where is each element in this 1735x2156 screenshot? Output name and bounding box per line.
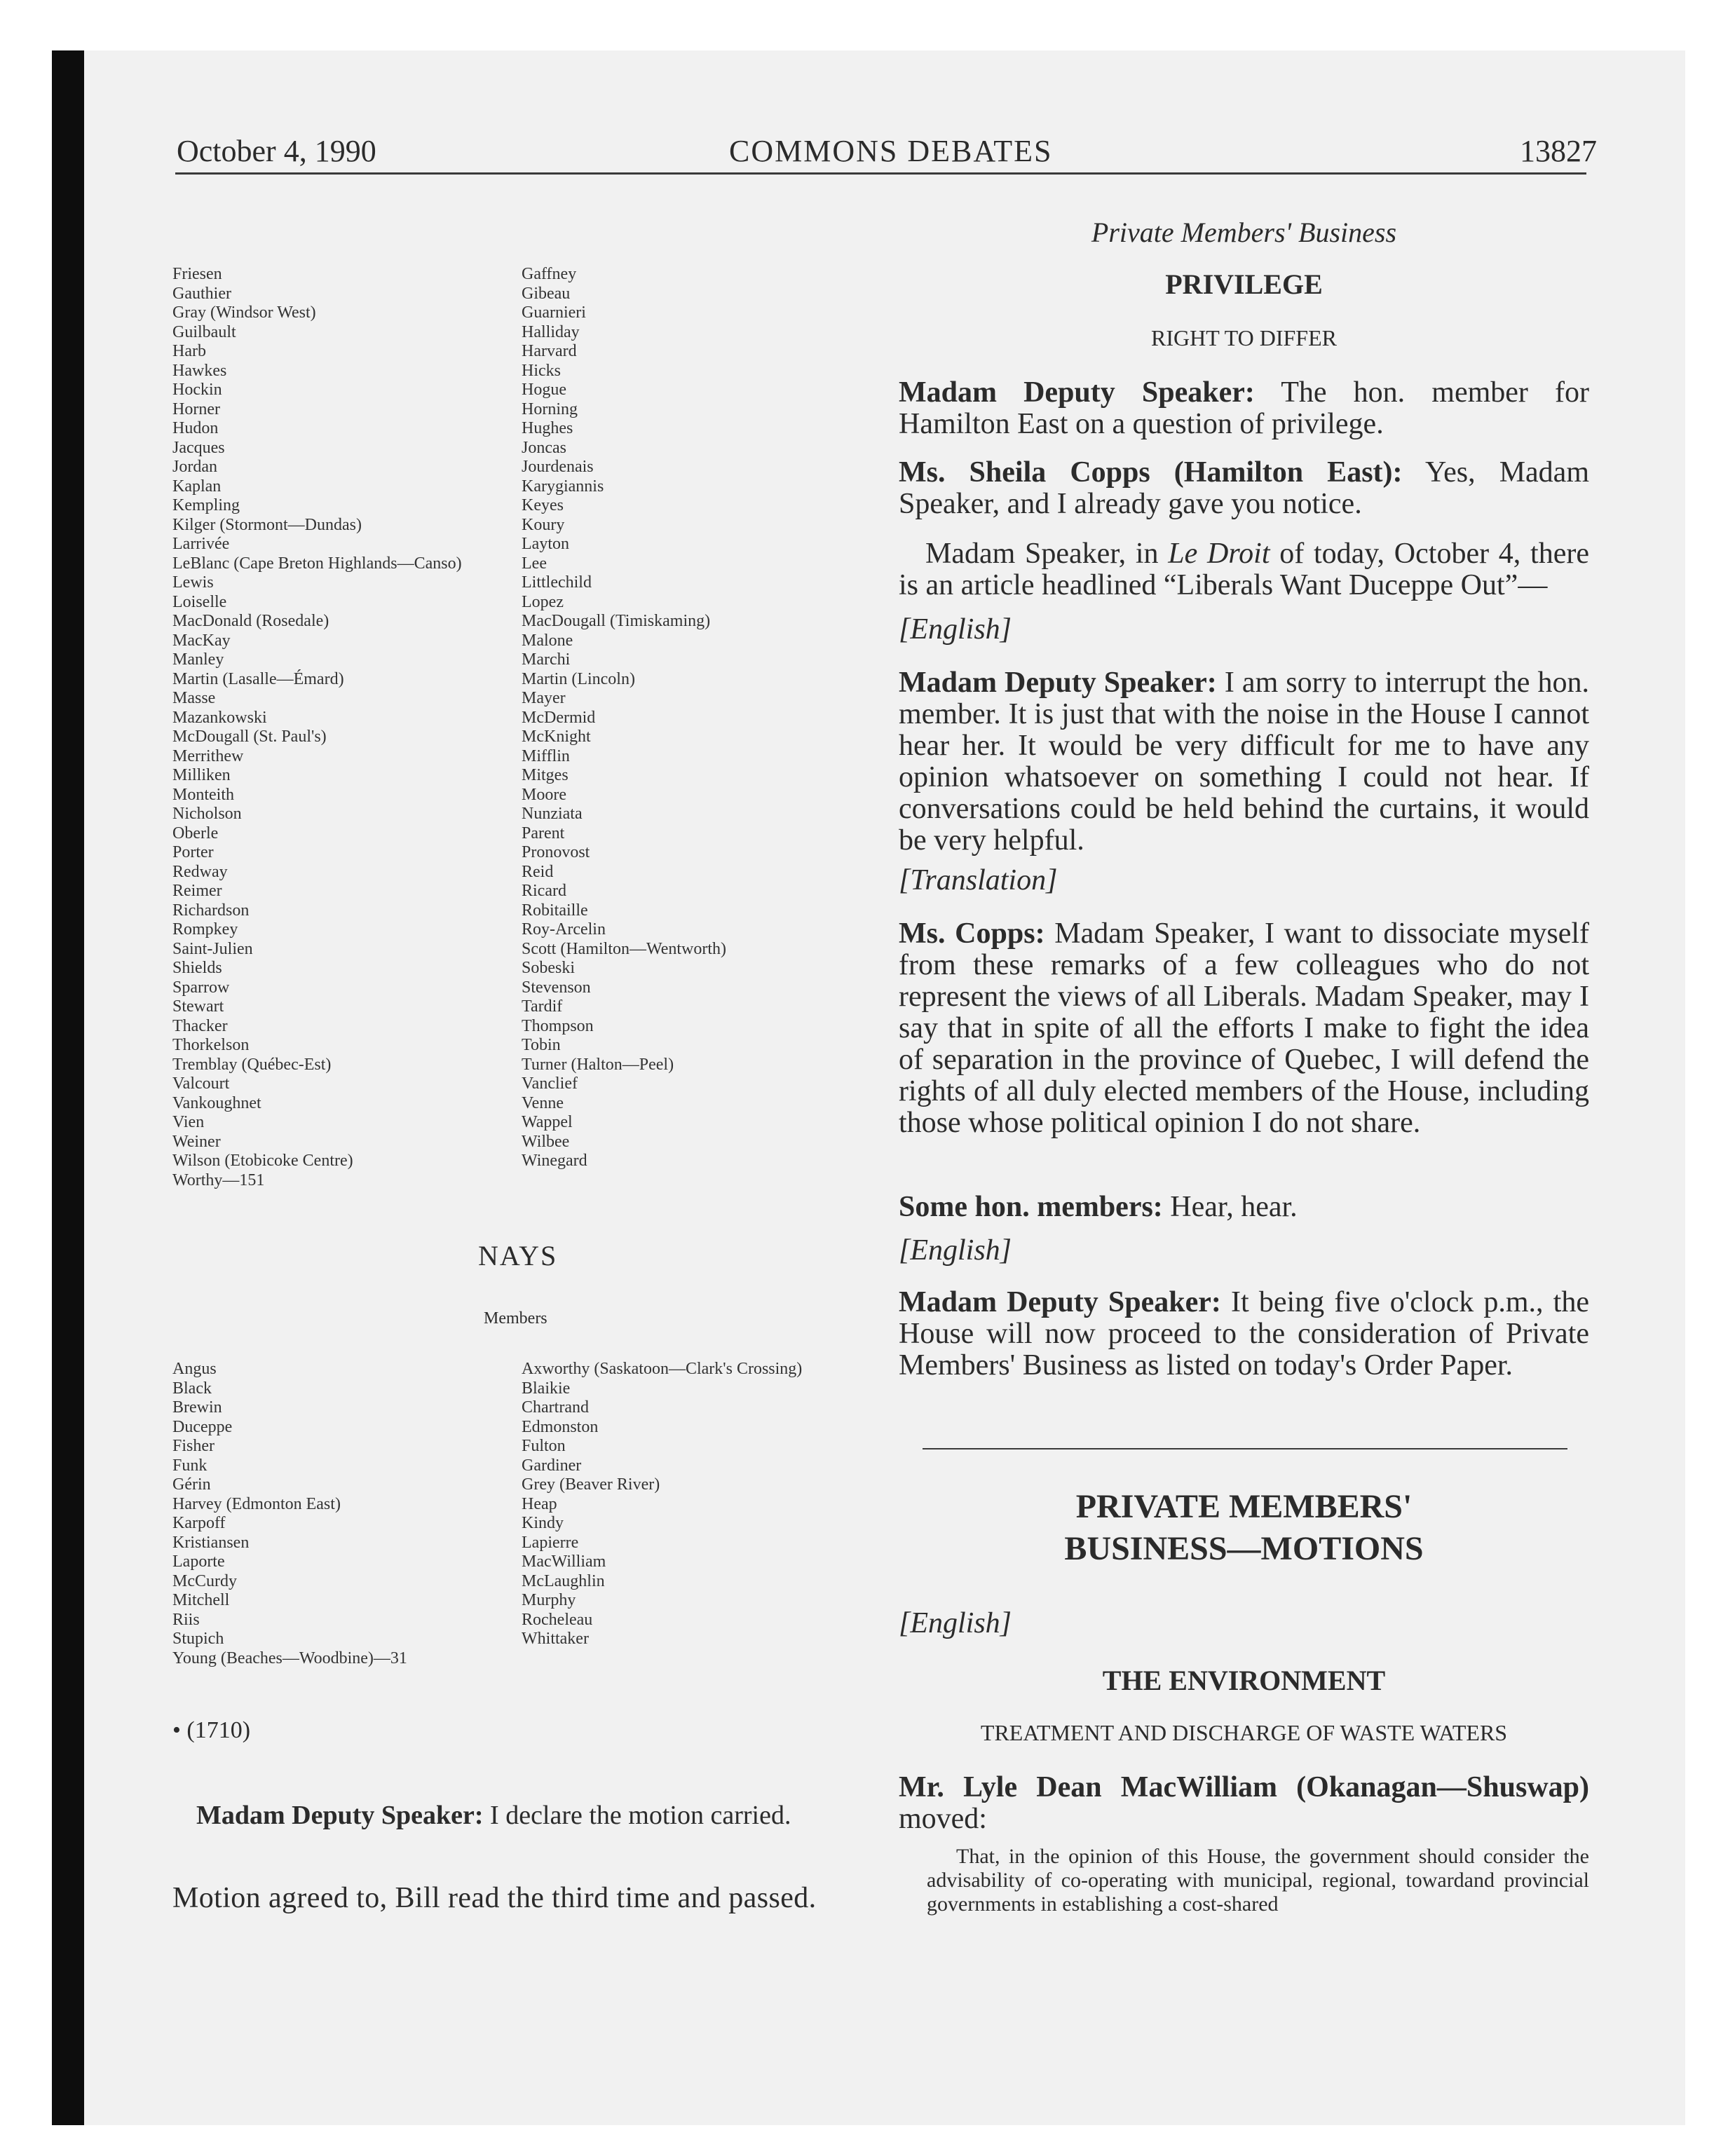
member-name: Axworthy (Saskatoon—Clark's Crossing): [522, 1360, 803, 1378]
member-name: Kempling: [172, 496, 240, 514]
section-divider: [923, 1448, 1567, 1449]
member-name: Koury: [522, 515, 565, 534]
paragraph-le-droit: [899, 538, 1589, 601]
heading-line: BUSINESS—MOTIONS: [1064, 1530, 1424, 1567]
member-name: Rompkey: [172, 920, 238, 939]
member-name: Rocheleau: [522, 1610, 593, 1629]
member-name: Parent: [522, 824, 565, 842]
member-name: Venne: [522, 1093, 564, 1112]
paragraph-copps-2: [899, 918, 1589, 1139]
language-tag-translation: [Translation]: [899, 864, 1058, 896]
member-name: Gray (Windsor West): [172, 303, 316, 322]
member-name: Martin (Lincoln): [522, 669, 635, 688]
member-name: Hockin: [172, 381, 222, 399]
member-name: Ricard: [522, 882, 566, 900]
paragraph-text: Madam Speaker, in: [925, 538, 1169, 570]
member-name: Karygiannis: [522, 477, 604, 496]
member-name: Black: [172, 1379, 212, 1398]
member-name: Larrivée: [172, 535, 230, 553]
member-name: Vien: [172, 1113, 205, 1131]
member-name: Shields: [172, 959, 222, 977]
member-name: Manley: [172, 650, 224, 669]
nays-members-subheading: Members: [484, 1309, 547, 1328]
language-tag-english: [English]: [899, 1607, 1012, 1639]
member-name: Roy-Arcelin: [522, 920, 606, 939]
member-name: Sparrow: [172, 978, 230, 997]
paragraph-text: It being five o'clock p.m., the House will now proceed to the consideration of Private Members' Business as listed on today's Order Paper.: [899, 1286, 1589, 1381]
member-name: Hicks: [522, 361, 561, 380]
member-name: McDermid: [522, 708, 596, 727]
speaker-name: Mr. Lyle Dean MacWilliam (Okanagan—Shuswap): [899, 1771, 1589, 1803]
heading-line: PRIVATE MEMBERS': [1075, 1488, 1413, 1525]
member-name: Gaffney: [522, 265, 577, 283]
member-name: Kristiansen: [172, 1533, 250, 1552]
motion-carried-statement: [196, 1800, 791, 1831]
member-name: Turner (Halton—Peel): [522, 1055, 674, 1074]
member-name: Hughes: [522, 419, 573, 437]
member-name: MacDonald (Rosedale): [172, 612, 329, 630]
member-name: Jourdenais: [522, 458, 594, 476]
member-name: Halliday: [522, 322, 580, 341]
member-name: Sobeski: [522, 959, 576, 977]
member-name: Riis: [172, 1610, 200, 1629]
member-name: Thompson: [522, 1016, 594, 1035]
member-name: McKnight: [522, 728, 591, 746]
member-name: Weiner: [172, 1132, 221, 1151]
member-name: Hudon: [172, 419, 219, 437]
private-members-business-heading: [899, 1486, 1589, 1570]
member-name: Edmonston: [522, 1417, 599, 1436]
member-name: Kaplan: [172, 477, 222, 496]
member-name: Malone: [522, 631, 573, 650]
member-name: Wilson (Etobicoke Centre): [172, 1152, 353, 1170]
member-name: Lee: [522, 554, 547, 573]
language-tag-english: [English]: [899, 613, 1012, 646]
member-name: Tremblay (Québec-Est): [172, 1055, 332, 1074]
member-name: Saint-Julien: [172, 939, 253, 958]
member-name: Kindy: [522, 1514, 564, 1532]
waste-waters-subheading: TREATMENT AND DISCHARGE OF WASTE WATERS: [980, 1720, 1508, 1745]
member-name: McLaughlin: [522, 1571, 605, 1590]
nays-list-left: [172, 1360, 407, 1668]
language-tag-english: [English]: [899, 1234, 1012, 1267]
member-name: McDougall (St. Paul's): [172, 728, 327, 746]
member-name: Scott (Hamilton—Wentworth): [522, 939, 727, 958]
member-name: Guarnieri: [522, 303, 586, 322]
member-name: Robitaille: [522, 901, 588, 920]
header-page-number: 13827: [1520, 134, 1597, 168]
member-name: Richardson: [172, 901, 250, 920]
member-name: Monteith: [172, 785, 234, 804]
member-name: Valcourt: [172, 1074, 230, 1093]
member-name: Fisher: [172, 1437, 215, 1455]
newspaper-name: Le Droit: [1168, 538, 1270, 570]
member-name: Pronovost: [522, 843, 590, 861]
member-name: Mayer: [522, 689, 566, 707]
member-name: Vanclief: [522, 1074, 578, 1093]
member-name: Funk: [172, 1456, 207, 1475]
header-rule: [175, 172, 1586, 175]
member-name: Heap: [522, 1494, 557, 1513]
member-name: Littlechild: [522, 573, 592, 592]
header-date: October 4, 1990: [177, 134, 376, 168]
member-name: Merrithew: [172, 746, 244, 765]
member-name: Laporte: [172, 1553, 225, 1571]
member-name: Harvard: [522, 342, 577, 360]
paragraph-text: moved:: [899, 1803, 987, 1835]
time-marker: • (1710): [172, 1717, 251, 1743]
member-name: McCurdy: [172, 1571, 237, 1590]
paragraph-text: of today, October 4, there is an article headlined “Liberals Want Duceppe Out”—: [899, 538, 1589, 601]
motion-quote: That, in the opinion of this House, the government should consider the advisability of co-operating with municipal, regional, towardand provincial governments in establishing a cost-shared: [927, 1845, 1589, 1916]
paragraph-text: I am sorry to interrupt the hon. member. It is just that with the noise in the House I cannot hear her. It would be very difficult for me to have any opinion whatsoever on something I could not hear. If conversations could be held behind the curtains, it would be very helpful.: [899, 667, 1589, 857]
member-name: Whittaker: [522, 1630, 589, 1648]
member-name: Nunziata: [522, 805, 583, 823]
member-name: Murphy: [522, 1591, 576, 1609]
member-name: Blaikie: [522, 1379, 571, 1398]
paragraph-text: Madam Speaker, I want to dissociate myself from these remarks of a few colleagues who do not represent the views of all Liberals. Madam Speaker, may I say that in spite of all the efforts I make to fight the idea of separation in the province of Quebec, I will defend the rights of all duly elected members of the House, including those whose political opinion I do not share.: [899, 917, 1589, 1139]
member-name: Stevenson: [522, 978, 591, 997]
paragraph-deputy-speaker-1: [899, 377, 1589, 440]
member-name: MacKay: [172, 631, 231, 650]
member-name: Harb: [172, 342, 206, 360]
member-name: Mitges: [522, 766, 569, 784]
yeas-list-right: [522, 265, 726, 1171]
member-name: Marchi: [522, 650, 571, 669]
member-name: Horner: [172, 400, 220, 418]
member-name: Worthy—151: [172, 1171, 265, 1189]
member-name: Stewart: [172, 997, 224, 1016]
scan-binding-edge: [52, 50, 84, 2125]
member-name: Reimer: [172, 882, 222, 900]
member-name: Guilbault: [172, 322, 236, 341]
yeas-list-left: [172, 265, 462, 1190]
paragraph-hear-hear: [899, 1192, 1589, 1223]
member-name: Lopez: [522, 592, 564, 611]
speaker-name: Madam Deputy Speaker:: [899, 667, 1217, 699]
member-name: Joncas: [522, 438, 566, 457]
environment-heading: THE ENVIRONMENT: [1102, 1665, 1386, 1696]
member-name: Friesen: [172, 265, 222, 283]
member-name: Nicholson: [172, 805, 242, 823]
member-name: MacDougall (Timiskaming): [522, 612, 711, 630]
paragraph-text: The hon. member for Hamilton East on a question of privilege.: [899, 376, 1589, 440]
member-name: Duceppe: [172, 1417, 233, 1436]
speaker-name: Some hon. members:: [899, 1191, 1163, 1223]
member-name: Thacker: [172, 1016, 228, 1035]
member-name: Kilger (Stormont—Dundas): [172, 515, 362, 534]
paragraph-text: Hear, hear.: [1162, 1191, 1298, 1223]
member-name: Grey (Beaver River): [522, 1475, 660, 1494]
member-name: Jordan: [172, 458, 217, 476]
paragraph-copps-1: [899, 457, 1589, 520]
speaker-name: Ms. Sheila Copps (Hamilton East):: [899, 456, 1403, 489]
member-name: Mazankowski: [172, 708, 267, 727]
member-name: Horning: [522, 400, 578, 418]
member-name: Porter: [172, 843, 214, 861]
speaker-name: Madam Deputy Speaker:: [196, 1801, 484, 1830]
member-name: Tobin: [522, 1036, 561, 1054]
member-name: Wilbee: [522, 1132, 570, 1151]
member-name: Tardif: [522, 997, 563, 1016]
member-name: Hogue: [522, 381, 566, 399]
member-name: Gardiner: [522, 1456, 582, 1475]
paragraph-macwilliam: [899, 1772, 1589, 1835]
member-name: Gauthier: [172, 284, 231, 303]
member-name: Angus: [172, 1360, 217, 1378]
motion-agreed-note: Motion agreed to, Bill read the third time and passed.: [172, 1882, 817, 1914]
member-name: Young (Beaches—Woodbine)—31: [172, 1649, 407, 1667]
paragraph-text: Yes, Madam Speaker, and I already gave you notice.: [899, 456, 1589, 520]
member-name: Stupich: [172, 1630, 224, 1648]
header-title: COMMONS DEBATES: [729, 134, 1053, 168]
member-name: Keyes: [522, 496, 564, 514]
member-name: Brewin: [172, 1398, 222, 1417]
member-name: Karpoff: [172, 1514, 226, 1532]
member-name: Harvey (Edmonton East): [172, 1494, 341, 1513]
statement-text: I declare the motion carried.: [483, 1801, 791, 1830]
member-name: Vankoughnet: [172, 1093, 261, 1112]
member-name: Mifflin: [522, 746, 570, 765]
member-name: Gérin: [172, 1475, 211, 1494]
member-name: Winegard: [522, 1152, 587, 1170]
paragraph-deputy-speaker-2: [899, 667, 1589, 857]
member-name: MacWilliam: [522, 1553, 606, 1571]
member-name: Milliken: [172, 766, 231, 784]
member-name: Hawkes: [172, 361, 227, 380]
privilege-heading: PRIVILEGE: [1165, 268, 1323, 300]
member-name: Oberle: [172, 824, 219, 842]
member-name: Jacques: [172, 438, 225, 457]
member-name: Masse: [172, 689, 216, 707]
member-name: Loiselle: [172, 592, 227, 611]
member-name: Martin (Lasalle—Émard): [172, 669, 344, 688]
member-name: Reid: [522, 862, 554, 881]
member-name: Wappel: [522, 1113, 573, 1131]
paragraph-deputy-speaker-3: [899, 1287, 1589, 1381]
section-title: Private Members' Business: [1091, 217, 1397, 248]
member-name: Lapierre: [522, 1533, 579, 1552]
member-name: Gibeau: [522, 284, 571, 303]
member-name: Layton: [522, 535, 569, 553]
right-to-differ-subheading: RIGHT TO DIFFER: [1151, 325, 1337, 350]
member-name: Moore: [522, 785, 566, 804]
speaker-name: Ms. Copps:: [899, 917, 1045, 950]
member-name: LeBlanc (Cape Breton Highlands—Canso): [172, 554, 462, 573]
member-name: Chartrand: [522, 1398, 589, 1417]
speaker-name: Madam Deputy Speaker:: [899, 1286, 1221, 1318]
member-name: Redway: [172, 862, 228, 881]
member-name: Lewis: [172, 573, 214, 592]
member-name: Fulton: [522, 1437, 566, 1455]
nays-list-right: [522, 1360, 802, 1649]
member-name: Thorkelson: [172, 1036, 250, 1054]
speaker-name: Madam Deputy Speaker:: [899, 376, 1255, 409]
nays-heading: NAYS: [478, 1240, 558, 1271]
member-name: Mitchell: [172, 1591, 230, 1609]
